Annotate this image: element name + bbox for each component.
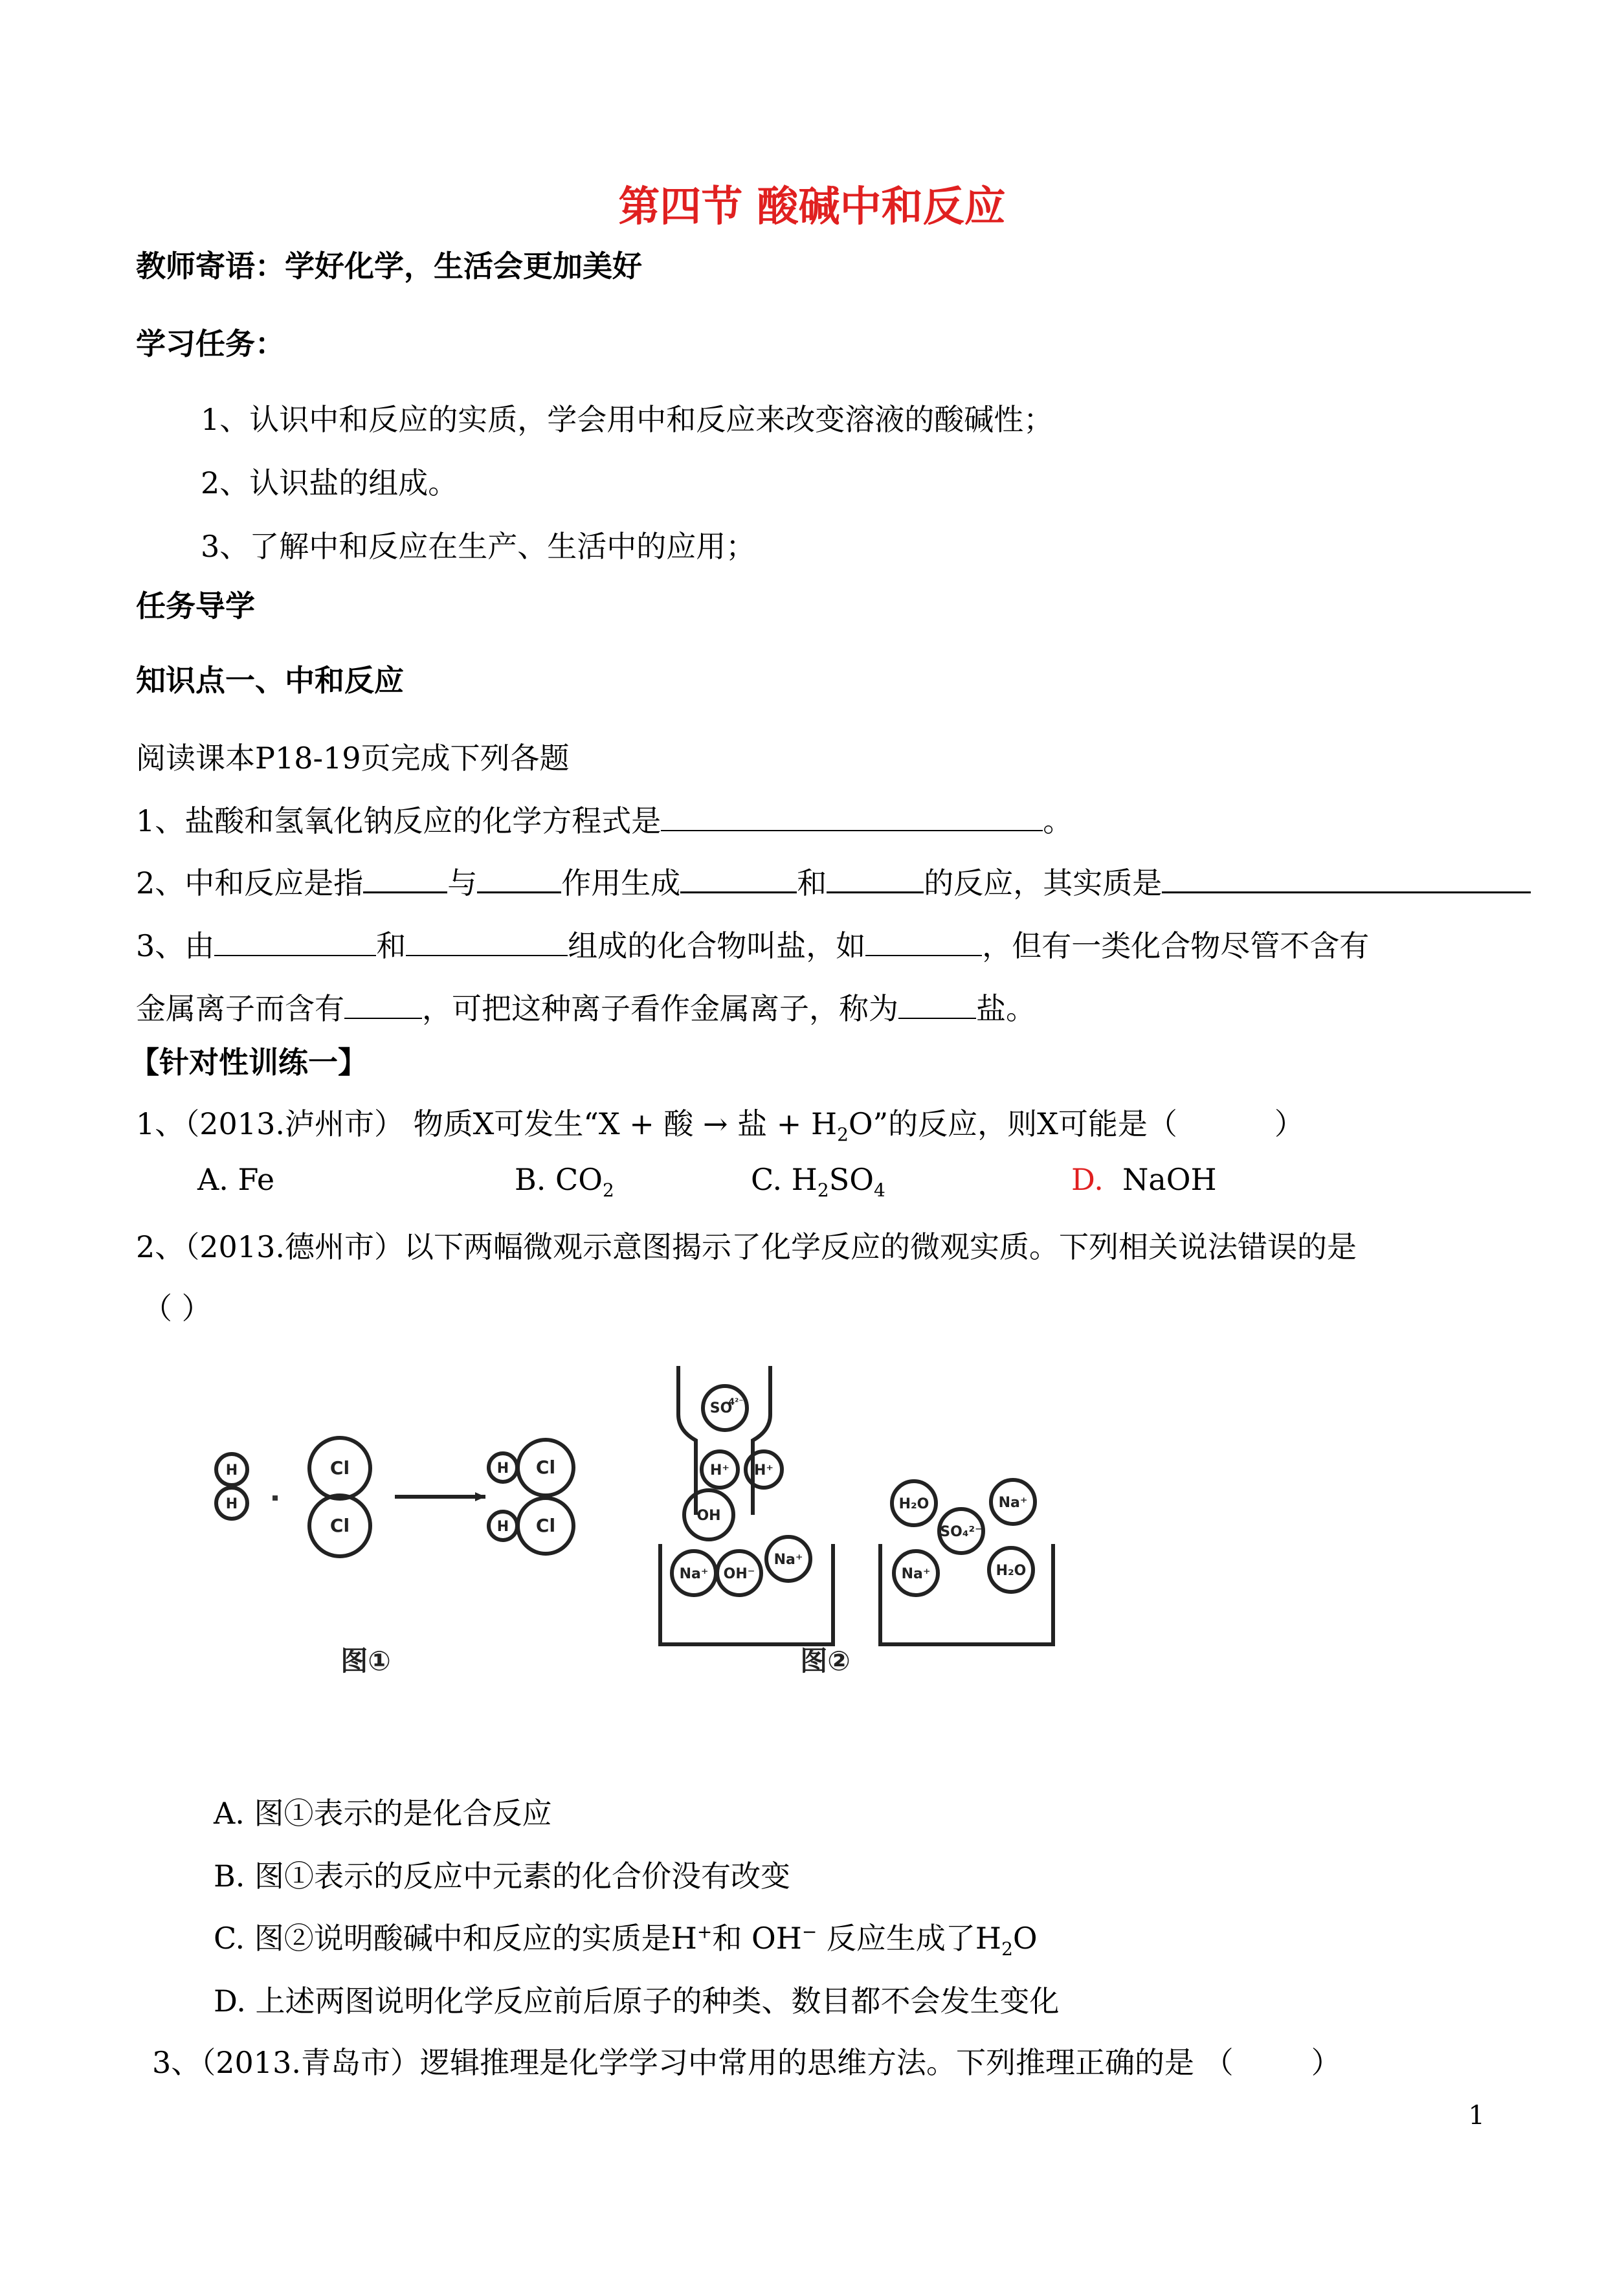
- exercise-3-text: 3、（2013.青岛市）逻辑推理是化学学习中常用的思维方法。下列推理正确的是 （: [152, 2045, 1234, 2080]
- option-text: C. 图②说明酸碱中和反应的实质是H: [214, 1921, 697, 1956]
- exercise-1-option-a[interactable]: A. Fe: [197, 1162, 275, 1197]
- exercise-1-option-c[interactable]: [751, 1162, 885, 1201]
- answer-blank[interactable]: [214, 929, 376, 956]
- reading-instruction: 阅读课本P18-19页完成下列各题: [136, 741, 570, 776]
- exercise-3-text: ）: [1311, 2045, 1341, 2080]
- answer-blank[interactable]: [865, 929, 982, 956]
- exercise-1-text: O”的反应，则X可能是（: [848, 1106, 1177, 1141]
- figure-2-caption: 图②: [800, 1645, 851, 1677]
- microscopic-diagram: [214, 1359, 1139, 1703]
- exercise-2-stem: 2、（2013.德州市）以下两幅微观示意图揭示了化学反应的微观实质。下列相关说法错误的是: [136, 1229, 1357, 1264]
- atom-h-label: H: [496, 1519, 509, 1535]
- question-3-text: 组成的化合物叫盐，如: [568, 928, 866, 963]
- answer-blank[interactable]: [827, 866, 924, 893]
- question-3-line-2: [136, 985, 1036, 1028]
- exercise-2-option-a[interactable]: A. 图①表示的是化合反应: [214, 1796, 552, 1831]
- question-1-text: 1、盐酸和氢氧化钠反应的化学方程式是: [136, 803, 662, 838]
- question-2: [136, 860, 1531, 902]
- hydrogen-ion-label: H⁺: [753, 1462, 774, 1479]
- task-item: 3、了解中和反应在生产、生活中的应用；: [201, 529, 756, 564]
- exercise-1-text: ）: [1274, 1106, 1304, 1141]
- option-text: C. H: [751, 1162, 818, 1197]
- task-item: 1、认识中和反应的实质，学会用中和反应来改变溶液的酸碱性；: [201, 402, 1054, 437]
- subscript: 2: [1001, 1938, 1013, 1960]
- question-3-text: 盐。: [976, 991, 1036, 1026]
- option-text: B. CO: [515, 1162, 603, 1197]
- subscript: 4: [873, 1180, 885, 1202]
- question-3-line-1: [136, 923, 1369, 965]
- water-label: H₂O: [898, 1496, 929, 1512]
- option-text: NaOH: [1122, 1162, 1217, 1197]
- option-text: SO: [829, 1162, 874, 1197]
- question-2-text: 和: [797, 866, 827, 900]
- exercise-2-option-b[interactable]: B. 图①表示的反应中元素的化合价没有改变: [214, 1859, 791, 1894]
- question-1-end: 。: [1043, 803, 1073, 838]
- page-title: 第四节 酸碱中和反应: [618, 183, 1006, 231]
- exercise-1-option-b[interactable]: [515, 1162, 614, 1201]
- sodium-ion-label: Na⁺: [679, 1566, 709, 1582]
- question-3-text: 金属离子而含有: [136, 991, 344, 1026]
- subscript: 2: [837, 1124, 849, 1146]
- atom-cl-label: Cl: [329, 1515, 350, 1536]
- answer-blank[interactable]: [680, 866, 797, 893]
- answer-blank[interactable]: [363, 866, 447, 893]
- answer-letter: D.: [1071, 1162, 1104, 1197]
- exercise-3-stem: [152, 2039, 1341, 2082]
- atom-cl-label: Cl: [329, 1457, 350, 1479]
- exercise-1-text: 1、（2013.泸州市） 物质X可发生“X + 酸 → 盐 + H: [136, 1106, 838, 1141]
- answer-blank[interactable]: [661, 804, 1043, 831]
- atom-h-label: H: [225, 1496, 238, 1512]
- sulfate-charge-label: 4²⁻: [728, 1397, 744, 1407]
- figure-1-caption: 图①: [340, 1645, 391, 1677]
- guide-heading: 任务导学: [136, 588, 255, 623]
- answer-blank[interactable]: [1162, 866, 1531, 893]
- sodium-ion-label: Na⁺: [901, 1566, 931, 1582]
- training-heading: 【针对性训练一】: [129, 1045, 368, 1080]
- subscript: 2: [602, 1180, 614, 1202]
- answer-paren[interactable]: （ ）: [142, 1291, 212, 1326]
- exercise-1-stem: [136, 1101, 1304, 1145]
- option-text: 反应生成了H: [817, 1921, 1002, 1956]
- question-3-text: ，但有一类化合物尽管不含有: [982, 928, 1370, 963]
- teacher-motto: 教师寄语：学好化学，生活会更加美好: [136, 249, 642, 284]
- sulfate-ion-label: SO: [709, 1400, 733, 1416]
- question-2-text: 作用生成: [561, 866, 681, 900]
- page-number: 1: [1468, 2101, 1485, 2131]
- exercise-2-option-c[interactable]: [214, 1915, 1038, 1960]
- question-2-text: 与: [447, 866, 478, 900]
- question-3-text: ，可把这种离子看作金属离子，称为: [422, 991, 898, 1026]
- answer-blank[interactable]: [406, 929, 568, 956]
- question-2-text: 的反应，其实质是: [924, 866, 1162, 900]
- sodium-ion-label: Na⁺: [998, 1495, 1028, 1511]
- sodium-ion-label: Na⁺: [773, 1552, 803, 1568]
- atom-cl-label: Cl: [535, 1457, 556, 1478]
- hydroxide-label: OH: [696, 1508, 721, 1524]
- tasks-heading: 学习任务：: [136, 326, 285, 361]
- exercise-1-option-d[interactable]: [1071, 1162, 1217, 1197]
- option-text: O: [1012, 1921, 1038, 1956]
- question-1: [136, 798, 1073, 840]
- answer-blank[interactable]: [898, 992, 976, 1019]
- sulfate-ion-label: SO₄²⁻: [940, 1524, 983, 1540]
- hydroxide-ion-label: OH⁻: [723, 1566, 755, 1582]
- superscript: −: [801, 1921, 818, 1943]
- question-2-text: 2、中和反应是指: [136, 866, 364, 900]
- subscript: 2: [817, 1180, 829, 1202]
- answer-blank[interactable]: [344, 992, 422, 1019]
- task-item: 2、认识盐的组成。: [201, 465, 458, 500]
- superscript: +: [696, 1921, 713, 1943]
- atom-h-label: H: [496, 1460, 509, 1477]
- atom-h-label: H: [225, 1462, 238, 1479]
- water-label: H₂O: [996, 1563, 1027, 1579]
- question-3-text: 3、由: [136, 928, 215, 963]
- exercise-2-option-d[interactable]: D. 上述两图说明化学反应前后原子的种类、数目都不会发生变化: [214, 1984, 1060, 2019]
- option-text: 和 OH: [712, 1921, 802, 1956]
- knowledge-point-heading: 知识点一、中和反应: [136, 663, 404, 698]
- hydrogen-ion-label: H⁺: [709, 1462, 730, 1479]
- answer-blank[interactable]: [477, 866, 561, 893]
- question-3-text: 和: [376, 928, 406, 963]
- atom-cl-label: Cl: [535, 1515, 556, 1536]
